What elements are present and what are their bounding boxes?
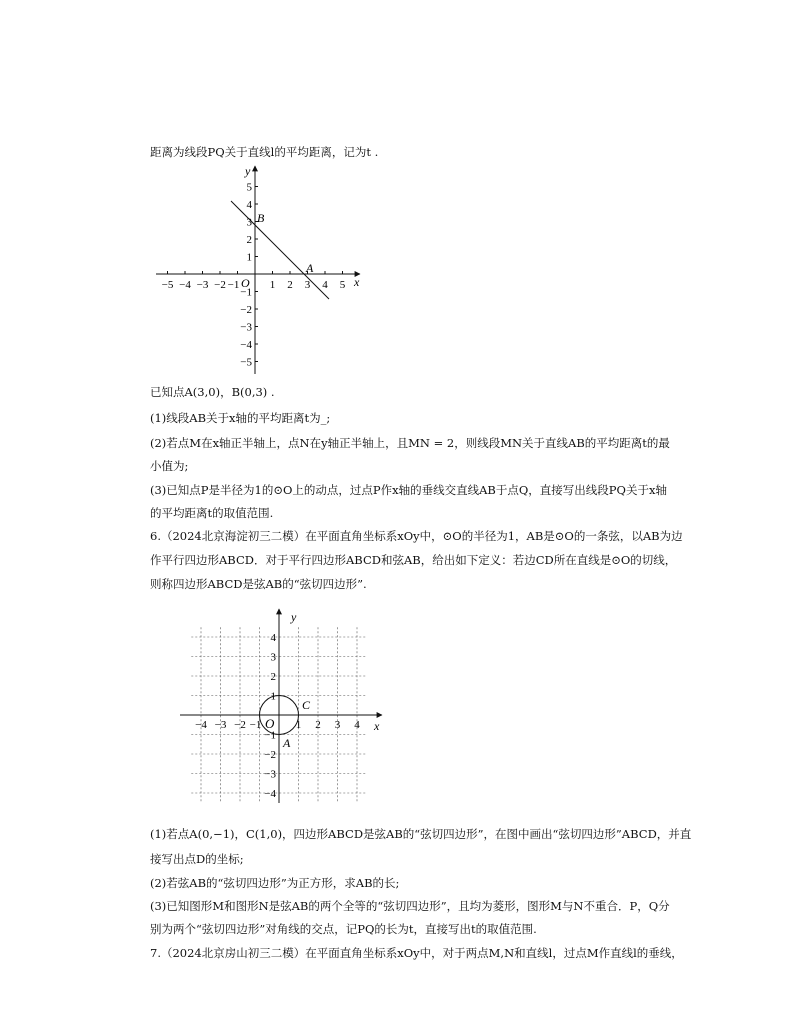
x-tick-label: −3: [214, 719, 227, 731]
q6-part3-line1: (3)已知图形M和图形N是弦AB的两个全等的“弦切四边形”，且均为菱形，图形M与N不重合．P，Q分: [150, 899, 670, 913]
y-tick-label: −2: [240, 304, 252, 316]
y-tick-label: −1: [264, 729, 276, 742]
x-tick-label: −4: [195, 719, 207, 731]
y-tick-label: 2: [270, 671, 276, 683]
q6-head-line1: 6.（2024北京海淀初三二模）在平面直角坐标系xOy中，⊙O的半径为1，AB是⊙O的一条弦，以AB为边: [150, 529, 683, 543]
y-tick-label: 3: [270, 651, 276, 664]
q6-part1-line2: 接写出点D的坐标;: [150, 852, 244, 866]
q5-part2-line2: 小值为;: [150, 459, 189, 473]
y-tick-label: 1: [270, 690, 276, 703]
x-tick-label: 3: [334, 719, 341, 731]
y-tick-label: −3: [240, 321, 252, 334]
y-tick-label: −5: [240, 356, 252, 369]
x-tick-label: −2: [214, 279, 226, 291]
q5-part1: (1)线段AB关于x轴的平均距离t为_;: [150, 411, 331, 425]
intro-text: 距离为线段PQ关于直线l的平均距离，记为t .: [150, 145, 379, 159]
x-tick-label: −5: [161, 279, 174, 291]
y-tick-label: 1: [246, 251, 252, 264]
q5-part3-line2: 的平均距离t的取值范围.: [150, 506, 274, 520]
point-a-label: A: [306, 261, 314, 275]
x-tick-label: 2: [315, 719, 321, 731]
q5-part3-line1: (3)已知点P是半径为1的⊙O上的动点，过点P作x轴的垂线交直线AB于点Q，直接写出线段PQ关于x轴: [150, 483, 667, 497]
x-tick-label: 2: [287, 279, 293, 291]
y-tick-label: 2: [246, 234, 252, 246]
figure-2-grid-circle: [176, 605, 391, 810]
q6-head-line2: 作平行四边形ABCD．对于平行四边形ABCD和弦AB，给出如下定义：若边CD所在直线是⊙O的切线，: [150, 553, 677, 567]
x-tick-label: 4: [354, 719, 360, 731]
x-tick-label: −2: [234, 719, 246, 731]
x-tick-label: −3: [196, 279, 209, 291]
x-tick-label: 4: [322, 279, 328, 291]
x-axis-label: x: [354, 275, 360, 289]
y-tick-label: 5: [246, 181, 252, 194]
point-b-label: B: [257, 211, 265, 225]
y-tick-label: −2: [264, 749, 276, 761]
q6-head-line3: 则称四边形ABCD是弦AB的“弦切四边形”.: [150, 577, 367, 591]
x-tick-label: −1: [227, 279, 240, 291]
point-a-label: A: [283, 736, 291, 750]
x-tick-label: 5: [339, 279, 346, 291]
origin-label: O: [241, 276, 250, 290]
x-tick-label: −1: [249, 719, 262, 731]
y-tick-label: 3: [246, 216, 252, 229]
point-c-label: C: [302, 698, 311, 712]
y-axis-label: y: [245, 164, 251, 178]
y-tick-label: −1: [240, 286, 252, 299]
x-axis-label: x: [374, 719, 380, 733]
x-tick-label: 1: [269, 279, 276, 291]
q7-head: 7.（2024北京房山初三二模）在平面直角坐标系xOy中，对于两点M,N和直线l，过点M作直线l的垂线，: [150, 946, 683, 960]
y-tick-label: 4: [270, 632, 276, 644]
origin-label: O: [265, 716, 275, 731]
y-tick-label: −4: [240, 339, 252, 351]
y-tick-label: −3: [264, 768, 276, 781]
y-axis-label: y: [291, 610, 297, 624]
x-tick-label: 1: [295, 719, 302, 731]
q6-part1-line1: (1)若点A(0,−1)，C(1,0)，四边形ABCD是弦AB的“弦切四边形”，在图中画出“弦切四边形”ABCD，并直: [150, 827, 692, 841]
x-tick-label: −4: [179, 279, 191, 291]
y-tick-label: −4: [264, 788, 276, 800]
q6-part2: (2)若弦AB的“弦切四边形”为正方形，求AB的长;: [150, 876, 400, 890]
q5-given: 已知点A(3,0)，B(0,3) .: [150, 385, 275, 399]
y-tick-label: 4: [246, 199, 252, 211]
q5-part2-line1: (2)若点M在x轴正半轴上，点N在y轴正半轴上，且MN = 2，则线段MN关于直线AB的平均距离t的最: [150, 436, 670, 450]
q6-part3-line2: 别为两个“弦切四边形”对角线的交点，记PQ的长为t，直接写出t的取值范围.: [150, 922, 537, 936]
figure-1-coordinate-plane: [148, 160, 373, 380]
x-tick-label: 3: [304, 279, 311, 291]
